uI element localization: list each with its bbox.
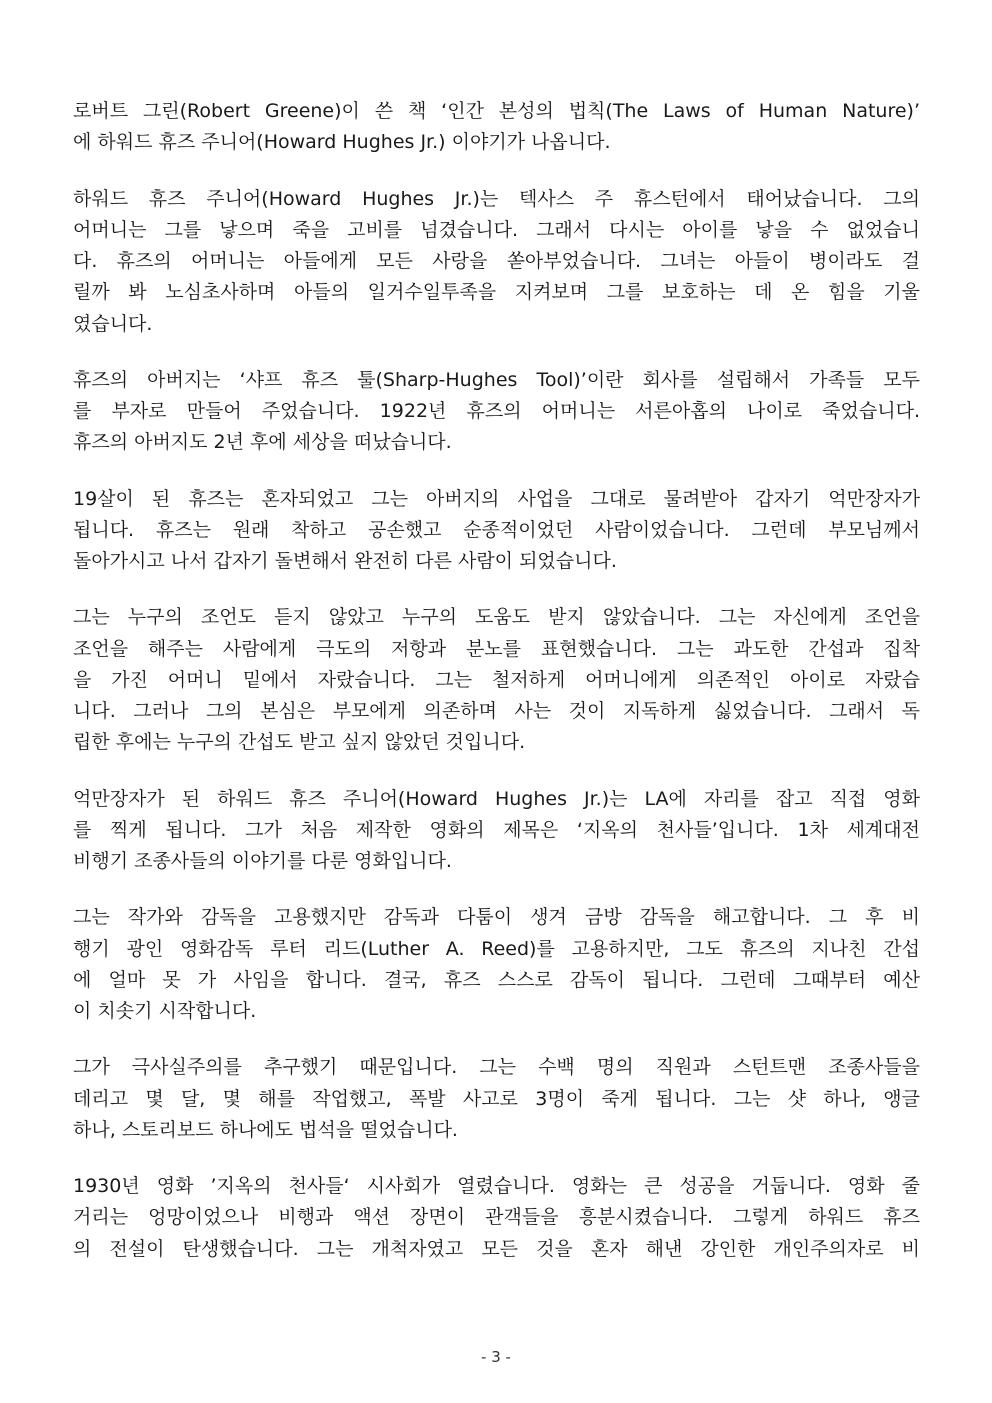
text-line: 에 하워드 휴즈 주니어(Howard Hughes Jr.) 이야기가 나옵니다.	[73, 131, 611, 154]
text-line: 을 가진 어머니 밑에서 자랐습니다. 그는 철저하게 어머니에게 의존적인 아이로 자랐습	[73, 668, 920, 691]
document-body	[73, 96, 920, 1290]
text-line: 다. 휴즈의 어머니는 아들에게 모든 사랑을 쏟아부었습니다. 그녀는 아들이 병이라도 걸	[73, 250, 920, 272]
text-line: 조언을 해주는 사람에게 극도의 저항과 분노를 표현했습니다. 그는 과도한 간섭과 집착	[73, 637, 920, 660]
text-line: 하나, 스토리보드 하나에도 법석을 떨었습니다.	[73, 1118, 458, 1141]
paragraph	[73, 784, 920, 878]
paragraph	[73, 902, 920, 1027]
text-line: 휴즈의 아버지도 2년 후에 세상을 떠났습니다.	[73, 431, 452, 454]
text-line: 휴즈의 아버지는 ‘샤프 휴즈 툴(Sharp-Hughes Tool)’이란 회사를 설립해서 가족들 모두	[73, 368, 920, 391]
text-line: 그는 누구의 조언도 듣지 않았고 누구의 도움도 받지 않았습니다. 그는 자신에게 조언을	[73, 606, 920, 629]
paragraph	[73, 484, 920, 578]
text-line: 에 얼마 못 가 사임을 합니다. 결국, 휴즈 스스로 감독이 됩니다. 그런데 그때부터 예산	[73, 968, 920, 991]
text-line: 데리고 몇 달, 몇 해를 작업했고, 폭발 사고로 3명이 죽게 됩니다. 그는 샷 하나, 앵글	[73, 1087, 920, 1110]
paragraph	[73, 602, 920, 758]
paragraph	[73, 184, 920, 340]
text-line: 이 치솟기 시작합니다.	[73, 1000, 257, 1022]
paragraph	[73, 365, 920, 459]
text-line: 억만장자가 된 하워드 휴즈 주니어(Howard Hughes Jr.)는 LA에 자리를 잡고 직접 영화	[73, 787, 920, 810]
text-line: 립한 후에는 누구의 간섭도 받고 싶지 않았던 것입니다.	[73, 731, 526, 754]
text-line: 1930년 영화 ’지옥의 천사들‘ 시사회가 열렸습니다. 영화는 큰 성공을 거둡니다. 영화 줄	[73, 1175, 920, 1197]
text-line: 비행기 조종사들의 이야기를 다룬 영화입니다.	[73, 850, 452, 872]
text-line: 의 전설이 탄생했습니다. 그는 개척자였고 모든 것을 혼자 해낸 강인한 개인주의자로 비	[73, 1237, 920, 1260]
text-line: 거리는 엉망이었으나 비행과 액션 장면이 관객들을 흥분시켰습니다. 그렇게 하워드 휴즈	[73, 1206, 920, 1229]
text-line: 로버트 그린(Robert Greene)이 쓴 책 ‘인간 본성의 법칙(The Laws of Human Nature)’	[73, 100, 920, 122]
text-line: 19살이 된 휴즈는 혼자되었고 그는 아버지의 사업을 그대로 물려받아 갑자기 억만장자가	[73, 487, 920, 510]
page-number: - 3 -	[481, 1348, 511, 1366]
text-line: 릴까 봐 노심초사하며 아들의 일거수일투족을 지켜보며 그를 보호하는 데 온 힘을 기울	[73, 281, 920, 304]
text-line: 어머니는 그를 낳으며 죽을 고비를 넘겼습니다. 그래서 다시는 아이를 낳을 수 없었습니	[73, 218, 920, 241]
paragraph	[73, 1171, 920, 1265]
text-line: 돌아가시고 나서 갑자기 돌변해서 완전히 다른 사람이 되었습니다.	[73, 550, 617, 572]
text-line: 를 찍게 됩니다. 그가 처음 제작한 영화의 제목은 ‘지옥의 천사들’입니다. 1차 세계대전	[73, 818, 920, 841]
text-line: 그는 작가와 감독을 고용했지만 감독과 다툼이 생겨 금방 감독을 해고합니다. 그 후 비	[73, 906, 920, 929]
text-line: 행기 광인 영화감독 루터 리드(Luther A. Reed)를 고용하지만, 그도 휴즈의 지나친 간섭	[73, 937, 920, 960]
text-line: 됩니다. 휴즈는 원래 착하고 공손했고 순종적이었던 사람이었습니다. 그런데 부모님께서	[73, 518, 920, 541]
text-line: 를 부자로 만들어 주었습니다. 1922년 휴즈의 어머니는 서른아홉의 나이로 죽었습니다.	[73, 400, 920, 422]
text-line: 였습니다.	[73, 312, 153, 335]
paragraph	[73, 1052, 920, 1146]
paragraph	[73, 96, 920, 159]
text-line: 하워드 휴즈 주니어(Howard Hughes Jr.)는 텍사스 주 휴스턴에서 태어났습니다. 그의	[73, 187, 920, 210]
text-line: 니다. 그러나 그의 본심은 부모에게 의존하며 사는 것이 지독하게 싫었습니다. 그래서 독	[73, 700, 920, 722]
text-line: 그가 극사실주의를 추구했기 때문입니다. 그는 수백 명의 직원과 스턴트맨 조종사들을	[73, 1056, 920, 1079]
